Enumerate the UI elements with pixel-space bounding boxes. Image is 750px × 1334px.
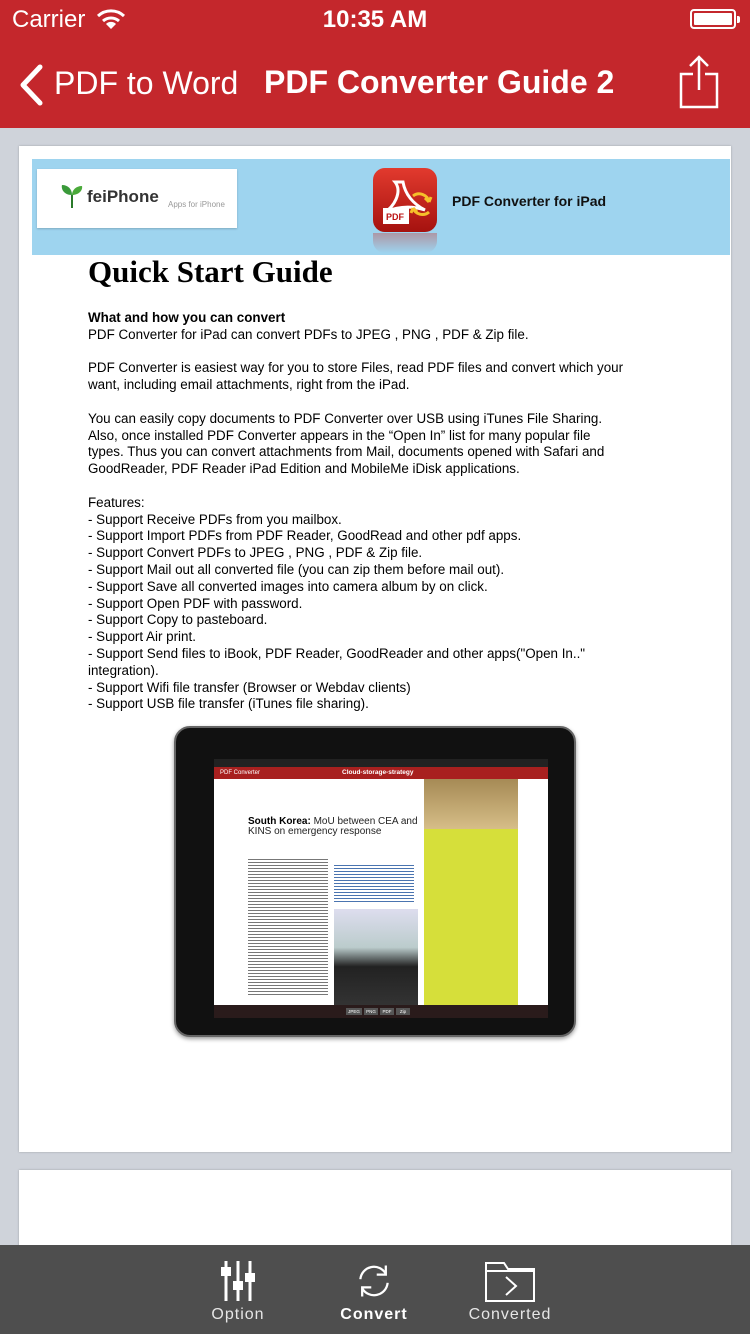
tab-convert[interactable] — [314, 1245, 434, 1334]
app-icon-reflection — [373, 233, 437, 253]
paragraph-line: types. Thus you can convert attachments from Mail, documents opened with Safari and — [88, 444, 605, 460]
ipad-pdf-button: PDF — [380, 1008, 394, 1015]
guide-body — [88, 310, 688, 730]
document-header-banner — [32, 159, 730, 255]
ipad-app-label: PDF Converter — [220, 770, 261, 776]
status-time: 10:35 AM — [322, 6, 428, 33]
article-photo — [334, 909, 418, 1005]
tab-label: Option — [211, 1306, 265, 1323]
article-headline — [248, 817, 418, 837]
tab-converted[interactable] — [450, 1245, 570, 1334]
document-page[interactable] — [19, 146, 731, 1152]
article-headline-rest: MoU between CEA and KINS on emergency response — [248, 816, 418, 837]
chevron-left-icon[interactable] — [18, 64, 44, 106]
feature-item: - Support Wifi file transfer (Browser or Webdav clients) — [88, 679, 411, 695]
article-text-column — [248, 857, 328, 997]
features-heading: Features: — [88, 494, 145, 510]
tab-label: Convert — [340, 1306, 408, 1323]
folder-arrow-icon — [484, 1259, 536, 1303]
feature-item: - Support Copy to pasteboard. — [88, 612, 268, 628]
paragraph-line: Also, once installed PDF Converter appears in the “Open In” list for many popular file — [88, 427, 591, 443]
ipad-jpeg-button: JPEG — [346, 1008, 362, 1015]
tab-bar — [0, 1245, 750, 1334]
ipad-status-bar — [214, 759, 548, 767]
feature-item: - Support Save all converted images into camera album by on click. — [88, 578, 488, 594]
ipad-toolbar — [214, 1005, 548, 1018]
paragraph-line: PDF Converter is easiest way for you to store Files, read PDF files and convert which your — [88, 360, 624, 376]
feature-item: integration). — [88, 662, 159, 678]
tab-option[interactable] — [178, 1245, 298, 1334]
status-carrier: Carrier — [12, 6, 86, 33]
sliders-icon — [218, 1259, 258, 1303]
navigation-bar — [0, 0, 750, 128]
logo-name: feiPhone — [87, 187, 159, 206]
ipad-nav-title: Cloud-storage-strategy — [342, 769, 414, 776]
feature-item: - Support Air print. — [88, 629, 196, 645]
feature-item: - Support Receive PDFs from you mailbox. — [88, 511, 342, 527]
feiphone-logo — [37, 169, 237, 228]
pdf-converter-app-icon — [373, 168, 437, 232]
share-icon[interactable] — [678, 54, 720, 110]
ipad-zip-button: Zip — [396, 1008, 410, 1015]
guide-title: Quick Start Guide — [88, 254, 333, 289]
ipad-screenshot — [174, 726, 576, 1037]
svg-text:PDF: PDF — [386, 212, 404, 222]
ipad-png-button: PNG — [364, 1008, 378, 1015]
logo-tagline: Apps for iPhone — [168, 200, 225, 209]
intro-line: PDF Converter for iPad can convert PDFs to JPEG , PNG , PDF & Zip file. — [88, 326, 529, 342]
ipad-nav-bar — [214, 767, 548, 779]
feature-item: - Support Open PDF with password. — [88, 595, 303, 611]
article-lab-photo — [424, 779, 518, 831]
article-sidebar-box — [424, 829, 518, 1005]
page-title: PDF Converter Guide 2 — [264, 64, 615, 100]
paragraph-line: You can easily copy documents to PDF Converter over USB using iTunes File Sharing. — [88, 410, 603, 426]
paragraph-line: want, including email attachments, right from the iPad. — [88, 377, 410, 393]
article-headline-bold: South Korea: — [248, 816, 311, 827]
feature-item: - Support USB file transfer (iTunes file sharing). — [88, 696, 369, 712]
battery-icon — [690, 9, 736, 29]
app-header-title: PDF Converter for iPad — [452, 193, 607, 209]
ipad-screen — [214, 759, 548, 1018]
feature-item: - Support Send files to iBook, PDF Reader, GoodReader and other apps("Open In.." — [88, 645, 586, 661]
paragraph-line: GoodReader, PDF Reader iPad Edition and MobileMe iDisk applications. — [88, 461, 520, 477]
leaf-icon — [59, 183, 85, 209]
refresh-icon — [354, 1259, 394, 1303]
feature-item: - Support Mail out all converted file (you can zip them before mail out). — [88, 561, 505, 577]
tab-label: Converted — [468, 1306, 552, 1323]
ipad-article-page — [228, 779, 544, 1005]
article-caption-column — [334, 863, 414, 903]
section-heading: What and how you can convert — [88, 310, 286, 325]
feature-item: - Support Convert PDFs to JPEG , PNG , PDF & Zip file. — [88, 545, 423, 561]
back-button[interactable]: PDF to Word — [54, 65, 239, 101]
feature-item: - Support Import PDFs from PDF Reader, GoodRead and other pdf apps. — [88, 528, 522, 544]
